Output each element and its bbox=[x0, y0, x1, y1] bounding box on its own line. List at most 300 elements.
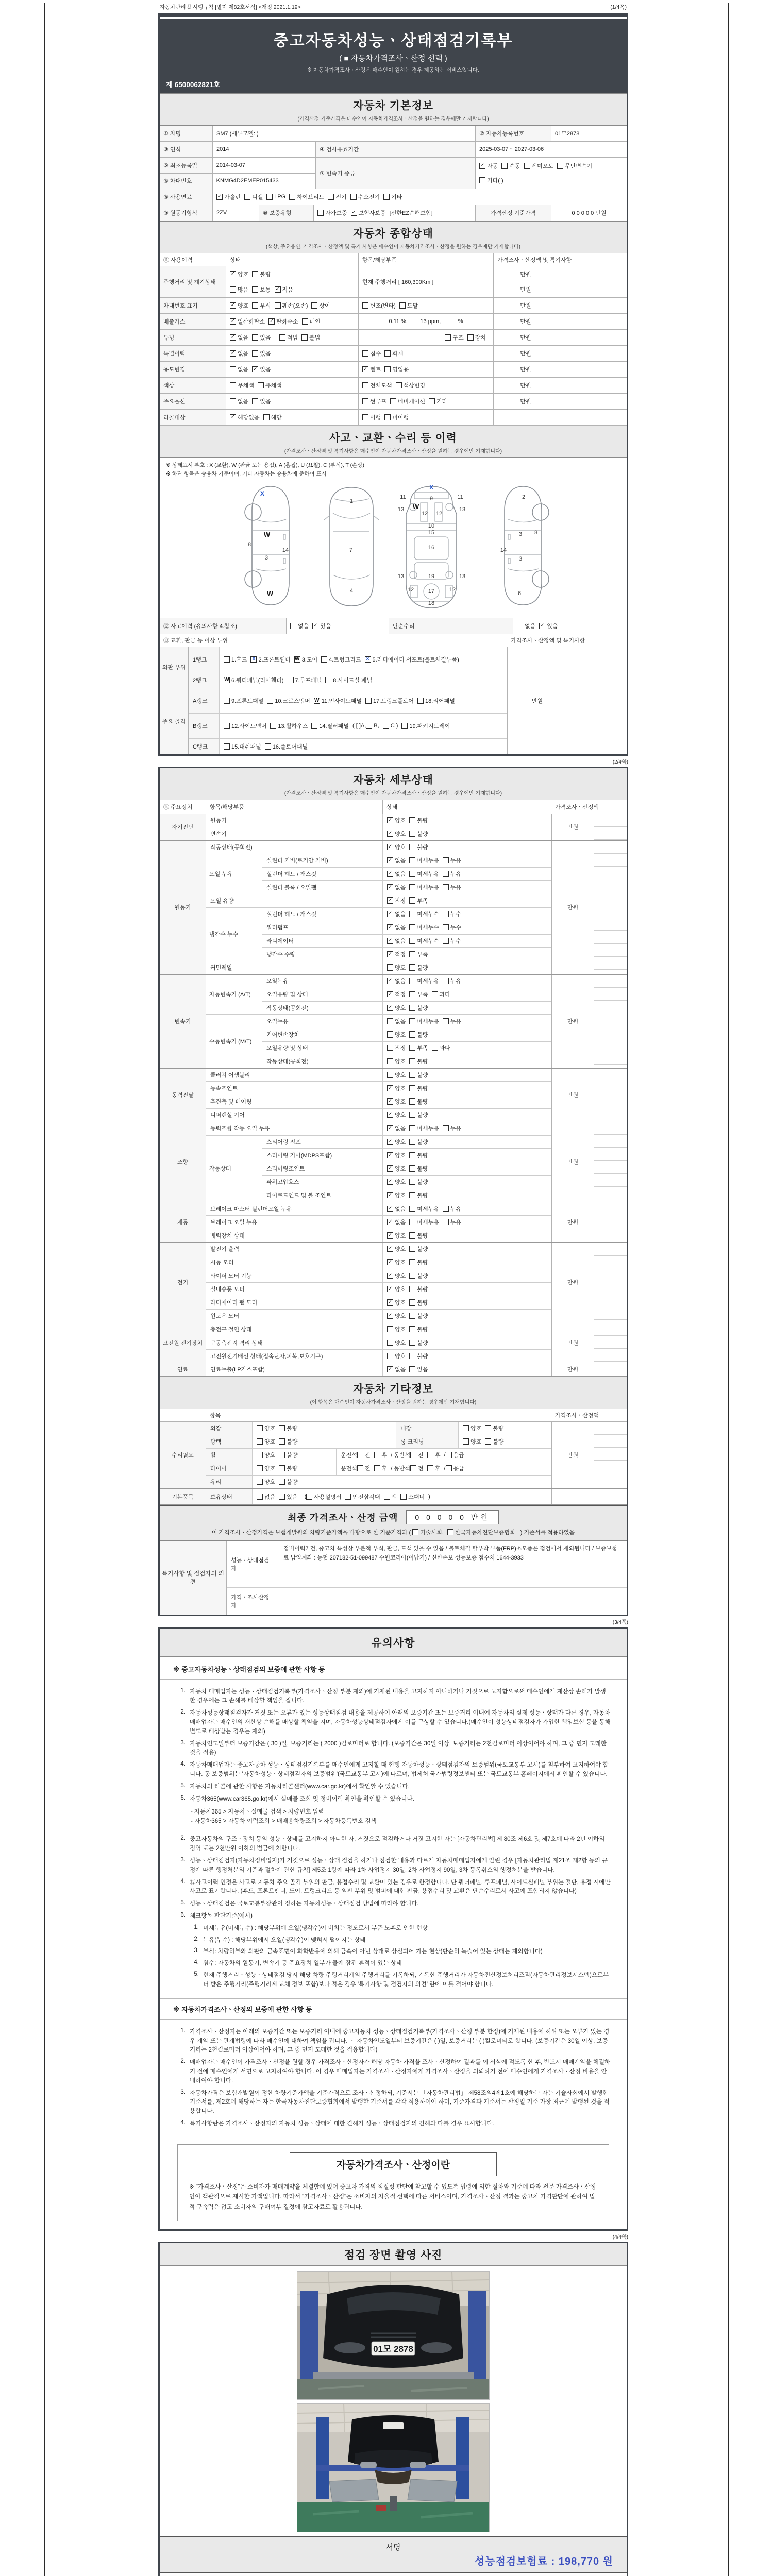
column-header: 가격조사ㆍ산정액 bbox=[551, 800, 627, 814]
signature-band bbox=[160, 2536, 627, 2573]
window-border-left bbox=[44, 3, 45, 2576]
checkbox: 미세누유 bbox=[409, 883, 439, 891]
svg-text:8: 8 bbox=[534, 529, 538, 536]
item-row bbox=[262, 935, 551, 948]
item-row bbox=[206, 827, 551, 840]
check-group bbox=[383, 921, 551, 934]
sub-row bbox=[160, 174, 315, 189]
item-number: 2. bbox=[180, 1709, 186, 1716]
list-item bbox=[173, 1795, 611, 1804]
check-group bbox=[383, 1136, 551, 1148]
item-row bbox=[262, 1042, 551, 1055]
item-number: 4. bbox=[180, 1761, 186, 1768]
check-group bbox=[383, 908, 551, 921]
stacked-fields bbox=[160, 158, 316, 189]
check-group bbox=[253, 1422, 396, 1435]
blank-cell bbox=[567, 647, 627, 754]
svg-text:3: 3 bbox=[518, 531, 523, 537]
device-group-powertrain bbox=[160, 1069, 627, 1122]
row-label: 차대번호 표기 bbox=[160, 298, 226, 313]
price-unit: 만원 bbox=[494, 314, 558, 329]
checkbox: 전체도색 bbox=[362, 381, 392, 389]
item-text: 성능ㆍ상태점검자(자동차정비업자)가 거짓으로 성능ㆍ상태 점검을 하거나 점검한 내용과 다르게 자동차매매업자에게 알린 경우 [자동차관리법 제21조 제2항 등의 규정에 따른 행정처분의 기준과 절차에 관한 규칙] 제5조 1항에 따라 1차 사업정지 30일, 2차 사업정지 90일, 3차 등록취소의 행정처분을 받습니다. bbox=[190, 1857, 608, 1873]
price-unit: 만원 bbox=[551, 1243, 594, 1323]
row-label: 주요옵션 bbox=[160, 394, 226, 409]
row-label: 색상 bbox=[160, 378, 226, 393]
check-group bbox=[359, 298, 494, 313]
check-group bbox=[226, 282, 358, 298]
checkbox: 양호 bbox=[387, 963, 406, 972]
checkbox: ✓ 없음 bbox=[388, 978, 406, 985]
checkbox: 양호 bbox=[387, 1352, 406, 1360]
check-group bbox=[383, 1042, 551, 1055]
check-group bbox=[383, 935, 551, 947]
item-number: 5. bbox=[180, 1782, 186, 1789]
checkbox: ✓ 없음 bbox=[388, 1125, 406, 1132]
checkbox: ✓ 없음 bbox=[388, 938, 406, 945]
checkbox: ✓ 없음 bbox=[388, 924, 406, 931]
check-group bbox=[253, 1449, 337, 1462]
check-group-rank1 bbox=[220, 647, 507, 672]
item-number: 3. bbox=[180, 1739, 186, 1746]
price-unit: 만원 bbox=[551, 841, 594, 974]
checkbox: 미세누유 bbox=[409, 870, 439, 878]
item-text: 성능ㆍ상태점검은 국토교통부장관이 정하는 자동차성능ㆍ상태점검 방법에 따라야 합니다. bbox=[190, 1901, 419, 1907]
checkbox: 수동 bbox=[501, 162, 520, 170]
checkbox: 누수 bbox=[443, 923, 461, 931]
group-label: 전기 bbox=[160, 1243, 206, 1323]
group-body bbox=[206, 841, 551, 974]
field-label: ④ 검사유효기간 bbox=[316, 142, 476, 157]
item-row bbox=[206, 1109, 551, 1122]
list-item bbox=[173, 2028, 611, 2055]
section-note: (가격조사ㆍ산정액 및 특기사항은 매수인이 자동차가격조사ㆍ산정을 원하는 경우에만 기재합니다) bbox=[284, 449, 502, 454]
sub-group-at bbox=[206, 975, 551, 1015]
checkbox: 기타 bbox=[429, 397, 447, 405]
checkbox: 미세누유 bbox=[409, 977, 439, 985]
item-label: 타이어 bbox=[206, 1462, 253, 1475]
check-group bbox=[383, 1095, 551, 1108]
price-unit: 만원 bbox=[494, 378, 558, 393]
inspection-photo-underbody-front bbox=[297, 2271, 490, 2400]
checkbox: 불량 bbox=[409, 1258, 428, 1266]
checkbox: 불법 bbox=[301, 333, 320, 342]
blank-column bbox=[594, 1323, 627, 1363]
group-label: 수리필요 bbox=[160, 1422, 206, 1488]
checkbox: ✓ 없음 bbox=[388, 871, 406, 878]
svg-text:11: 11 bbox=[457, 494, 463, 500]
checkbox: 누유 bbox=[443, 1017, 461, 1025]
check-group bbox=[383, 961, 551, 974]
document-number: 제 6500062821호 bbox=[166, 81, 220, 89]
emission-values: 0.11 %, 13 ppm, % bbox=[359, 314, 494, 329]
remarks-label: 특기사항 및 점검자의 의견 bbox=[160, 1541, 227, 1615]
item-label: 작동상태(공회전) bbox=[262, 1055, 383, 1068]
checkbox: 양호 bbox=[387, 1057, 406, 1065]
blank-column bbox=[594, 841, 627, 974]
checkbox: 해당 bbox=[263, 413, 282, 421]
item-row bbox=[262, 854, 551, 868]
group-label: 변속기 bbox=[160, 975, 206, 1068]
group-label: 자기진단 bbox=[160, 814, 206, 840]
checkbox: W 3.도어 bbox=[295, 656, 318, 663]
svg-text:13: 13 bbox=[459, 506, 466, 513]
item-label: 디퍼렌셜 기어 bbox=[206, 1109, 383, 1122]
item-text: 중고자동차의 구조ㆍ장치 등의 성능ㆍ상태를 고지하지 아니한 자, 거짓으로 점검하거나 거짓 고지한 자는 [자동차관리법] 제 80조 제6호 및 제7호에 따라 2년 이하의 징역 또는 2천만원 이하의 벌금에 처합니다. bbox=[190, 1836, 605, 1852]
blank-column bbox=[594, 1122, 627, 1202]
checkbox: ✓ 적음 bbox=[275, 286, 293, 294]
checkbox: 하이브리드 bbox=[289, 193, 324, 201]
blank-cell bbox=[558, 330, 627, 345]
sub-group-label: 자동변속기 (A/T) bbox=[206, 975, 262, 1014]
pricing-definition-title: 자동차가격조사ㆍ산정이란 bbox=[290, 2152, 497, 2176]
table-row-tuning bbox=[160, 330, 627, 346]
sub-group-body bbox=[262, 975, 551, 1014]
inspector-comment: 정비이력7 건, 중고차 특성상 부분적 부식, 판금, 도색 있을 수 있음 / 볼트체결 탈부착 부품(FRP)소모품은 점검에서 제외됩니다 / 보증보험료 납입계좌 : 농협 207182-51-099487 수원코리아(이남기) / 신한손보 성능보증 접수처 1644-3933 bbox=[283, 1545, 617, 1561]
check-group bbox=[383, 1055, 551, 1068]
checkbox: 세미오토 bbox=[524, 162, 554, 170]
blank-cell bbox=[558, 410, 627, 425]
item-label: 등속조인트 bbox=[206, 1082, 383, 1095]
device-group-steering bbox=[160, 1122, 627, 1202]
checkbox: 유채색 bbox=[258, 381, 282, 389]
check-group bbox=[459, 1422, 551, 1435]
page-number-3: (3/4쪽) bbox=[612, 1619, 628, 1625]
page3-box bbox=[158, 1627, 628, 2231]
check-group bbox=[383, 1082, 551, 1095]
svg-text:13: 13 bbox=[397, 573, 405, 580]
checkbox: 미세누수 bbox=[409, 937, 439, 945]
item-number: 5. bbox=[180, 1900, 186, 1906]
item-text: 자동차성능상태점검자가 거짓 또는 오류가 있는 성능상태점검 내용을 제공하여 아래의 보증기간 또는 보증거리 이내에 자동차의 실제 성능ㆍ상태가 다른 경우, 자동차매매업자는 매수인의 재산상 손해를 배상할 책임을 지며, 자동차성능상태점검자에게 이를 구상할 수 있습니다.(매수인이 성능상태점검자가 가입한 책임보험 등을 통해 별도로 배상받는 경우는 제외) bbox=[190, 1710, 611, 1735]
checkbox: 디젤 bbox=[244, 193, 263, 201]
criteria-item bbox=[191, 1947, 611, 1957]
group-body bbox=[206, 1422, 551, 1488]
price-unit: 만원 bbox=[494, 266, 558, 282]
item-number: 4. bbox=[194, 1959, 199, 1966]
list-subitem: - 자동차365 > 자동차ㆍ실매물 검색 > 차량번호 입력 bbox=[191, 1808, 324, 1815]
check-stack bbox=[226, 266, 359, 297]
checkbox: 양호 bbox=[387, 1030, 406, 1039]
group-label: 기본품목 bbox=[160, 1489, 206, 1504]
check-group bbox=[383, 1002, 551, 1014]
pricing-definition-box bbox=[177, 2144, 609, 2222]
checkbox: 전 bbox=[410, 1464, 424, 1472]
checkbox: ✓ 양호 bbox=[388, 1192, 406, 1199]
item-number: 1. bbox=[180, 1687, 186, 1694]
checkbox: 없음 bbox=[257, 1493, 275, 1501]
checkbox: ✓ 양호 bbox=[388, 1112, 406, 1119]
section-title: 자동차 기본정보 bbox=[353, 100, 433, 112]
table-header-row bbox=[160, 253, 627, 266]
section-notice bbox=[160, 1629, 627, 1657]
checkbox: 한국자동차진단보증협회 bbox=[447, 1528, 515, 1536]
blank-price bbox=[551, 1489, 594, 1504]
checkbox: ✓ 양호 bbox=[230, 270, 249, 278]
checkbox: 색상변경 bbox=[396, 381, 426, 389]
checkbox: 누수 bbox=[443, 910, 461, 918]
checkbox: 불량 bbox=[409, 1084, 428, 1092]
check-group bbox=[383, 894, 551, 907]
checkbox: 불량 bbox=[409, 1030, 428, 1039]
checkbox: 9.프론트패널 bbox=[224, 697, 263, 705]
checkbox: ✓ 없음 bbox=[388, 857, 406, 865]
photo-area bbox=[160, 2266, 627, 2536]
check-group bbox=[383, 1216, 551, 1229]
blank-cell bbox=[558, 394, 627, 409]
checkbox: 불량 bbox=[409, 1312, 428, 1320]
item-row bbox=[206, 1462, 551, 1476]
confirmation-statement bbox=[160, 2573, 627, 2576]
field-label: ⑤ 최초등록일 bbox=[160, 158, 213, 173]
check-group bbox=[359, 330, 494, 345]
checkbox: 후 bbox=[374, 1451, 388, 1459]
checkbox: B, bbox=[366, 723, 379, 729]
sub-group-mt bbox=[206, 1015, 551, 1068]
checkbox: 불량 bbox=[409, 1111, 428, 1119]
column-header: ⑪ 사용이력 bbox=[160, 253, 226, 266]
table-row-special-history bbox=[160, 346, 627, 362]
column-header: ⑭ 주요장치 bbox=[160, 800, 206, 814]
checkbox: ✓ 양호 bbox=[388, 1098, 406, 1106]
item-label: 광택 bbox=[206, 1435, 253, 1448]
item-label: 워터펌프 bbox=[262, 921, 383, 934]
blank-column bbox=[594, 1422, 627, 1488]
item-number: 6. bbox=[180, 1912, 186, 1918]
item-row bbox=[206, 841, 551, 854]
item-row bbox=[262, 1136, 551, 1149]
checkbox: LPG bbox=[266, 194, 285, 200]
item-text: 침수: 자동차의 원동기, 변속기 등 주요장치 일부가 물에 잠긴 흔적이 있는 상태 bbox=[203, 1960, 402, 1967]
table-header-row bbox=[160, 634, 627, 647]
item-label: 스티어링 기어(MDPS포함) bbox=[262, 1149, 383, 1162]
checkbox: 양호 bbox=[463, 1424, 481, 1432]
item-label: 라디에이터 bbox=[262, 935, 383, 947]
item-number: 4. bbox=[180, 2120, 186, 2126]
price-unit: 만원 bbox=[551, 975, 594, 1068]
item-label: 배력장치 상태 bbox=[206, 1229, 383, 1242]
checkbox: ✓ 양호 bbox=[388, 1259, 406, 1266]
checkbox: 불량 bbox=[409, 1272, 428, 1280]
item-row bbox=[262, 1028, 551, 1042]
sub-group-coolant-leak bbox=[206, 908, 551, 961]
svg-text:W: W bbox=[266, 589, 274, 597]
column-header: ⑬ 교환, 판금 등 이상 부위 bbox=[160, 634, 507, 647]
price-unit: 만원 bbox=[494, 298, 558, 313]
item-number: 3. bbox=[180, 2089, 186, 2095]
field-value: 2014 bbox=[213, 142, 316, 157]
checkbox: 불량 bbox=[409, 1057, 428, 1065]
checkbox: 17.트렁크플로어 bbox=[365, 697, 414, 705]
checkbox: ✓ 양호 bbox=[388, 1085, 406, 1092]
field-label: ① 차명 bbox=[160, 126, 213, 141]
checkbox: 누유 bbox=[443, 856, 461, 865]
item-row bbox=[206, 814, 551, 827]
checkbox: 무단변속기 bbox=[557, 162, 592, 170]
check-group bbox=[383, 1310, 551, 1323]
item-row bbox=[206, 1283, 551, 1296]
item-label: 오일누유 bbox=[262, 1015, 383, 1028]
sub-group-steering-op bbox=[206, 1136, 551, 1202]
section-note: (색상, 주요옵션, 가격조사ㆍ산정액 및 특기 사항은 매수인이 자동차가격조사ㆍ산정을 원하는 경우에만 기재합니다) bbox=[265, 244, 521, 250]
check-group-fuel-type bbox=[213, 189, 627, 205]
row-label: 튜닝 bbox=[160, 330, 226, 345]
price-unit: 만원 bbox=[551, 814, 594, 840]
replaced-parts-table bbox=[160, 634, 627, 754]
row-label: ⑫ 사고이력 (유의사항 4.참조) bbox=[160, 618, 287, 634]
field-value: 2014-03-07 bbox=[216, 162, 245, 168]
svg-text:9: 9 bbox=[429, 495, 433, 502]
section-note: (가격조사ㆍ산정액 및 특기사항은 매수인이 자동차가격조사ㆍ산정을 원하는 경우에만 기재합니다) bbox=[284, 790, 502, 796]
checkbox: 미세누유 bbox=[409, 856, 439, 865]
notice-subsection-title: ※ 중고자동차성능ㆍ상태점검의 보증에 관한 사항 등 bbox=[160, 1659, 627, 1680]
checkbox: 있음 bbox=[252, 333, 271, 342]
item-row bbox=[262, 1055, 551, 1068]
check-group: 운전석 전 후 / 동반석 전 후 / 응급 bbox=[341, 1465, 464, 1472]
item-number: 2. bbox=[180, 1835, 186, 1842]
check-group-rankC bbox=[220, 739, 507, 754]
svg-text:14: 14 bbox=[500, 547, 507, 553]
checkbox: 양호 bbox=[387, 1071, 406, 1079]
checkbox: 훼손(오손) bbox=[275, 301, 308, 310]
final-price-label: 최종 가격조사ㆍ산정 금액 bbox=[288, 1512, 398, 1523]
rank-label: A랭크 bbox=[189, 688, 220, 713]
row-label: 배출가스 bbox=[160, 314, 226, 329]
svg-text:1: 1 bbox=[349, 498, 354, 504]
checkbox: 16.플로어패널 bbox=[265, 742, 308, 751]
checkbox: 후 bbox=[374, 1464, 388, 1472]
check-group bbox=[383, 1350, 551, 1363]
check-group bbox=[226, 314, 359, 329]
item-text: 자동차매매업자는 중고자동차 성능ㆍ상태점검기록부를 매수인에게 고지할 때 현행 자동차성능ㆍ상태점검자의 보증범위(국토교통부 고시)를 첨부하여 고지하여야 합니다. 동 보증범위는 '자동차성능ㆍ상태점검자의 보증범위'(국토교통부 고시)에 따르며, 법제처 국가법령정보센터 또는 국토교통부 홈페이지에서 확인할 수 있습니다. bbox=[190, 1762, 609, 1778]
svg-text:8: 8 bbox=[247, 541, 251, 548]
list-item bbox=[173, 2058, 611, 2086]
checkbox: 전 bbox=[410, 1451, 424, 1459]
field-value: 2ZV bbox=[213, 205, 259, 221]
item-row bbox=[206, 1082, 551, 1095]
group-body bbox=[189, 647, 507, 688]
car-diagram-svg bbox=[160, 482, 627, 612]
blank-cell bbox=[558, 346, 627, 361]
group-body bbox=[206, 1122, 551, 1202]
checkbox: 누유 bbox=[443, 1124, 461, 1132]
check-group bbox=[383, 1336, 551, 1349]
check-group bbox=[383, 975, 551, 988]
checkbox: 14.필러패널 bbox=[311, 722, 349, 730]
check-group bbox=[359, 362, 494, 377]
checkbox: ✓ 양호 bbox=[388, 1165, 406, 1173]
item-text: 자동차가격은 보험개발원이 정한 차량기준가액을 기준가격으로 조사ㆍ산정하되, 기준서는 「자동차관리법」 제58조의4제1호에 해당하는 자는 기술사회에서 발행한 기준서를, 제2호에 해당하는 자는 한국자동차진단보증협회에서 발행한 기준서를 각각 적용하여야 하며, 기준가격과 기준서는 산정일 기준 가장 최근에 발행된 것을 적용합니다. bbox=[190, 2090, 610, 2115]
column-header: 가격조사ㆍ산정액 및 특기사항 bbox=[494, 253, 627, 266]
checkbox: 불량 bbox=[409, 1245, 428, 1253]
checkbox: ✓ 양호 bbox=[230, 302, 249, 309]
item-label: 연료누출(LP가스포함) bbox=[206, 1363, 383, 1376]
checkbox: 불량 bbox=[252, 270, 271, 278]
inspector-remarks-row bbox=[227, 1541, 627, 1588]
column-header: 상태 bbox=[226, 253, 359, 266]
item-label: 외장 bbox=[206, 1422, 253, 1435]
checkbox: 누유 bbox=[443, 1218, 461, 1226]
checkbox: W 11.인사이드패널 bbox=[314, 697, 362, 704]
criteria-item bbox=[191, 1936, 611, 1945]
list-subitem: - 자동차365 > 자동차 이력조회 > 매매용차량조회 > 자동차등록번호 검색 bbox=[191, 1818, 377, 1824]
price-unit: 만원 bbox=[494, 330, 558, 345]
checkbox: 4.트렁크리드 bbox=[321, 655, 361, 664]
check-group bbox=[226, 346, 359, 361]
checkbox: X 2.프론트휀더 bbox=[250, 655, 290, 664]
rank-row bbox=[189, 688, 507, 714]
criteria-item bbox=[191, 1924, 611, 1934]
checkbox: ✓ 없음 bbox=[388, 884, 406, 891]
check-group-rank2 bbox=[220, 672, 507, 688]
item-label: 타이로드엔드 및 볼 조인트 bbox=[262, 1189, 383, 1202]
checkbox: 18.리어패널 bbox=[417, 697, 455, 705]
checkbox: 불량 bbox=[409, 1338, 428, 1347]
checkbox: 미세누유 bbox=[409, 1017, 439, 1025]
checkbox: 부족 bbox=[409, 950, 428, 958]
sub-group-body bbox=[262, 1015, 551, 1068]
sub-row bbox=[160, 158, 315, 174]
item-number: 3. bbox=[180, 1856, 186, 1863]
checkbox: ✓ 양호 bbox=[388, 1273, 406, 1280]
item-text: 특기사항란은 가격조사ㆍ산정자의 자동차 성능ㆍ상태에 대한 견해가 성능ㆍ상태점검자의 견해와 다를 경우 표시합니다. bbox=[190, 2121, 494, 2127]
price-unit: 만원 bbox=[494, 362, 558, 377]
item-label: 스티어링 펌프 bbox=[262, 1136, 383, 1148]
checkbox: 기술사회, bbox=[412, 1528, 444, 1536]
pricing-definition-body: ※ "가격조사ㆍ산정"은 소비자가 매매계약을 체결함에 있어 중고차 가격의 적절성 판단에 참고할 수 있도록 법령에 의한 절차와 기준에 따라 전문 가격조사ㆍ산정인이 객관적으로 제시한 가액입니다. 따라서 "가격조사ㆍ산정"은 소비자의 자율적 선택에 따른 서비스이며, 가격조사ㆍ산정 결과는 중고차 가격판단에 관하여 법적 구속력은 없고 소비자의 구매여부 결정에 참고자료로 활용됩니다. bbox=[189, 2183, 596, 2210]
item-number: 6. bbox=[180, 1794, 186, 1801]
price-unit: 만원 bbox=[551, 1323, 594, 1363]
rank-row bbox=[189, 739, 507, 754]
price-unit: 만원 bbox=[551, 1069, 594, 1122]
item-row bbox=[206, 1296, 551, 1310]
checkbox: ✓ 보험사보증 bbox=[351, 210, 386, 216]
item-number: 3. bbox=[194, 1947, 199, 1954]
row-label: 단순수리 bbox=[389, 618, 513, 634]
check-group bbox=[383, 1149, 551, 1162]
page-number-4: (4/4쪽) bbox=[612, 2234, 628, 2241]
item-text: 현재 주행거리ㆍ성능ㆍ상태점검 당시 해당 차량 주행거리계의 주행거리를 기록하되, 기록한 주행거리가 자동차전산정보처리조직(자동차관리정보시스템)으로부터 받은 주행거리(주행거리계 교체 정보 포함)보다 적은 경우 '특기사항 및 점검자의 의견' 란에 이를 적어야 합니다. bbox=[203, 1972, 609, 1988]
checkbox: 불량 bbox=[409, 829, 428, 838]
svg-text:11: 11 bbox=[400, 494, 406, 500]
blank-cell bbox=[558, 378, 627, 393]
check-group bbox=[383, 948, 551, 961]
appraiser-remarks-row bbox=[227, 1588, 627, 1615]
column-header: 상태 bbox=[383, 800, 551, 814]
item-number: 2. bbox=[194, 1936, 199, 1942]
svg-text:6: 6 bbox=[517, 590, 522, 597]
item-label: 작동상태(공회전) bbox=[262, 1002, 383, 1014]
sub-group-label: 오일 누유 bbox=[206, 854, 262, 894]
page-number-2: (2/4쪽) bbox=[612, 759, 628, 765]
table-row bbox=[160, 142, 627, 158]
overall-state-table bbox=[160, 253, 627, 426]
checkbox: ✓ 탄화수소 bbox=[269, 318, 298, 325]
section-title: 점검 장면 촬영 사진 bbox=[344, 2249, 443, 2262]
row-label: 특별이력 bbox=[160, 346, 226, 361]
checkbox: 불량 bbox=[409, 1138, 428, 1146]
checkbox: 12.사이드멤버 bbox=[224, 722, 266, 730]
group-label: 외판 부위 bbox=[160, 647, 189, 688]
checkbox: 구조 bbox=[445, 333, 463, 342]
check-group bbox=[226, 378, 359, 393]
item-label: 오일누유 bbox=[262, 975, 383, 988]
checkbox: 적법 bbox=[279, 333, 298, 342]
blank-column bbox=[594, 814, 627, 840]
checkbox: ✓ 없음 bbox=[388, 1206, 406, 1213]
checkbox: 없음 bbox=[387, 1017, 406, 1025]
svg-text:16: 16 bbox=[428, 544, 435, 551]
